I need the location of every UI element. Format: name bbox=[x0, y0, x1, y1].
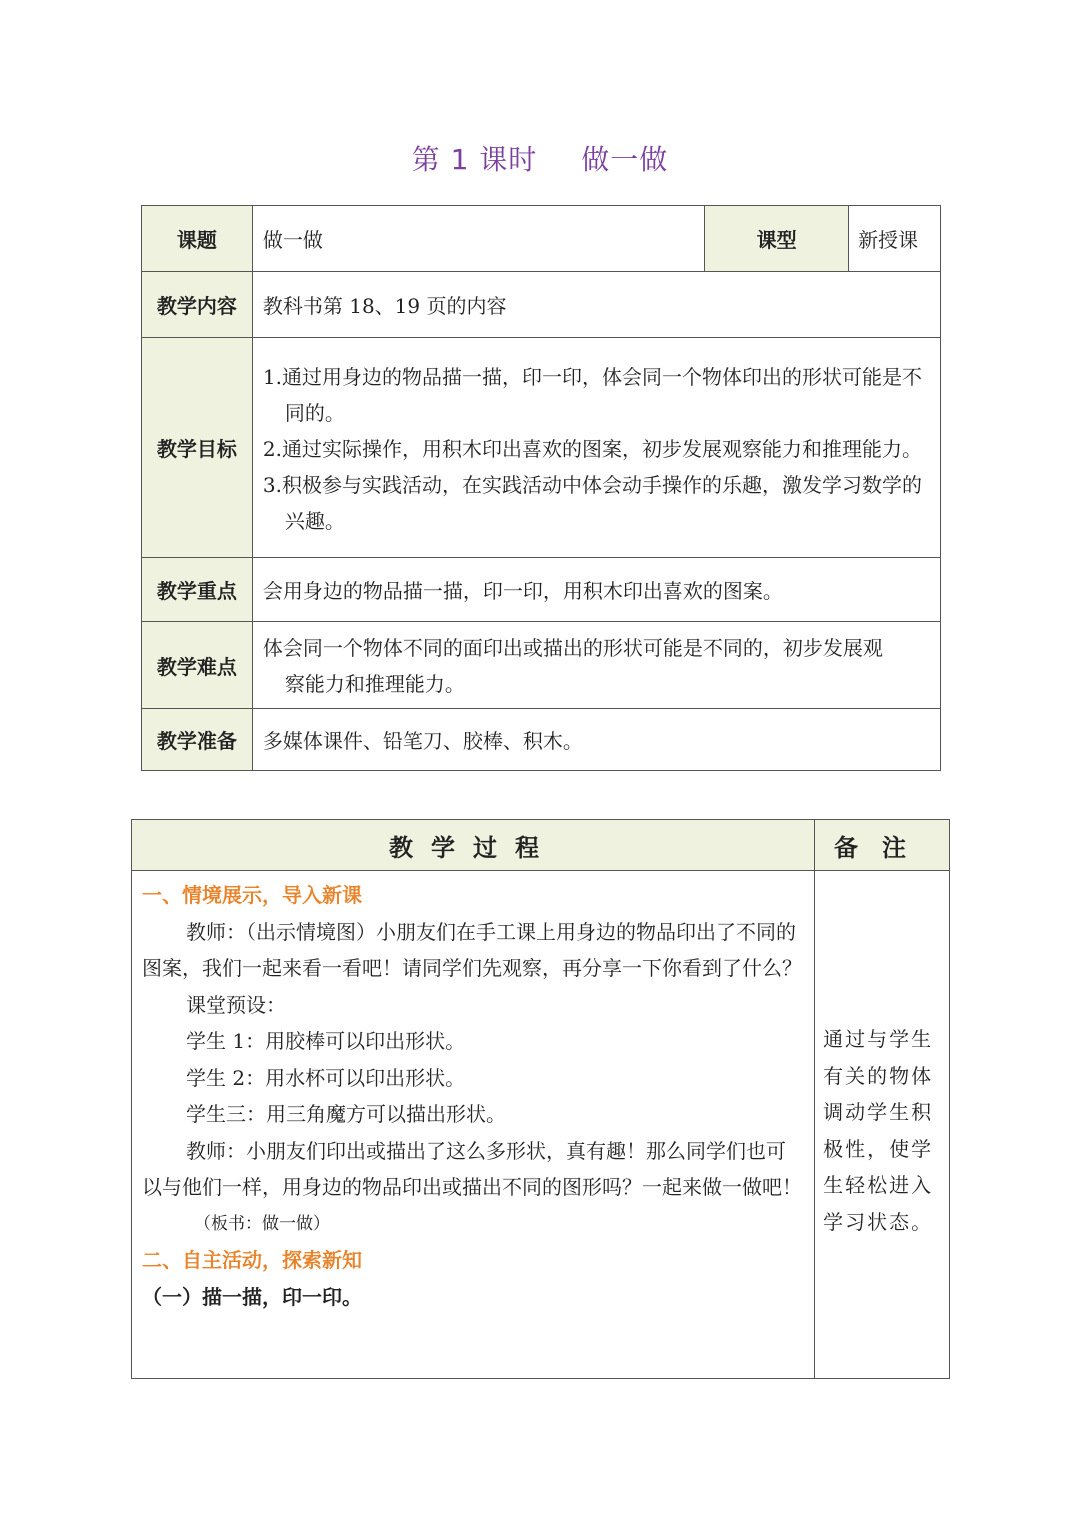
topic-label: 课题 bbox=[142, 206, 253, 272]
difficult-line-1: 体会同一个物体不同的面印出或描出的形状可能是不同的，初步发展观 bbox=[262, 636, 883, 660]
lesson-number: 第 1 课时 bbox=[411, 143, 538, 176]
teaching-process-table bbox=[131, 819, 950, 1379]
preparation-value: 多媒体课件、铅笔刀、胶棒、积木。 bbox=[252, 709, 940, 771]
board-note: （板书：做一做） bbox=[194, 1213, 330, 1234]
paragraph: 教师：小朋友们印出或描出了这么多形状，真有趣！那么同学们也可以与他们一样，用身边的物品印出或描出不同的图形吗？一起来做一做吧！ bbox=[142, 1138, 802, 1199]
key-point-label: 教学重点 bbox=[142, 558, 253, 622]
section-heading: 一、情境展示，导入新课 bbox=[142, 883, 362, 907]
content-value: 教科书第 18、19 页的内容 bbox=[252, 272, 940, 338]
goal-item: 1.通过用身边的物品描一描，印一印，体会同一个物体印出的形状可能是不同的。 bbox=[262, 364, 922, 425]
process-content bbox=[132, 871, 815, 1379]
lesson-info-table bbox=[141, 205, 941, 771]
goals-label: 教学目标 bbox=[142, 338, 253, 558]
content-label: 教学内容 bbox=[142, 272, 253, 338]
subsection-heading: （一）描一描，印一印。 bbox=[142, 1284, 362, 1309]
paragraph: 课堂预设： bbox=[186, 992, 286, 1017]
paragraph: 学生 2：用水杯可以印出形状。 bbox=[186, 1065, 466, 1090]
topic-value: 做一做 bbox=[252, 206, 704, 272]
goal-item: 3.积极参与实践活动，在实践活动中体会动手操作的乐趣，激发学习数学的兴趣。 bbox=[262, 472, 922, 533]
paragraph: 学生 1：用胶棒可以印出形状。 bbox=[186, 1029, 466, 1053]
difficult-point-value bbox=[252, 622, 940, 709]
type-value: 新授课 bbox=[849, 206, 941, 272]
remark-cell bbox=[815, 871, 950, 1379]
goal-item: 2.通过实际操作，用积木印出喜欢的图案，初步发展观察能力和推理能力。 bbox=[262, 436, 922, 461]
preparation-label: 教学准备 bbox=[142, 709, 253, 771]
key-point-value: 会用身边的物品描一描，印一印，用积木印出喜欢的图案。 bbox=[252, 558, 940, 622]
paragraph: 教师：（出示情境图）小朋友们在手工课上用身边的物品印出了不同的图案，我们一起来看一看吧！请同学们先观察，再分享一下你看到了什么？ bbox=[142, 919, 802, 980]
difficult-point-label: 教学难点 bbox=[142, 622, 253, 709]
goals-cell bbox=[252, 338, 940, 558]
notes-header: 备注 bbox=[815, 820, 950, 871]
type-label: 课型 bbox=[705, 206, 849, 272]
difficult-line-2: 察能力和推理能力。 bbox=[284, 672, 465, 696]
remark-text: 通过与学生有关的物体调动学生积极性，使学生轻松进入学习状态。 bbox=[823, 1027, 934, 1234]
process-header: 教学过程 bbox=[132, 820, 815, 871]
page-title bbox=[0, 138, 1080, 178]
lesson-name: 做一做 bbox=[581, 143, 669, 176]
section-heading: 二、自主活动，探索新知 bbox=[142, 1248, 362, 1272]
paragraph: 学生三：用三角魔方可以描出形状。 bbox=[186, 1102, 506, 1126]
